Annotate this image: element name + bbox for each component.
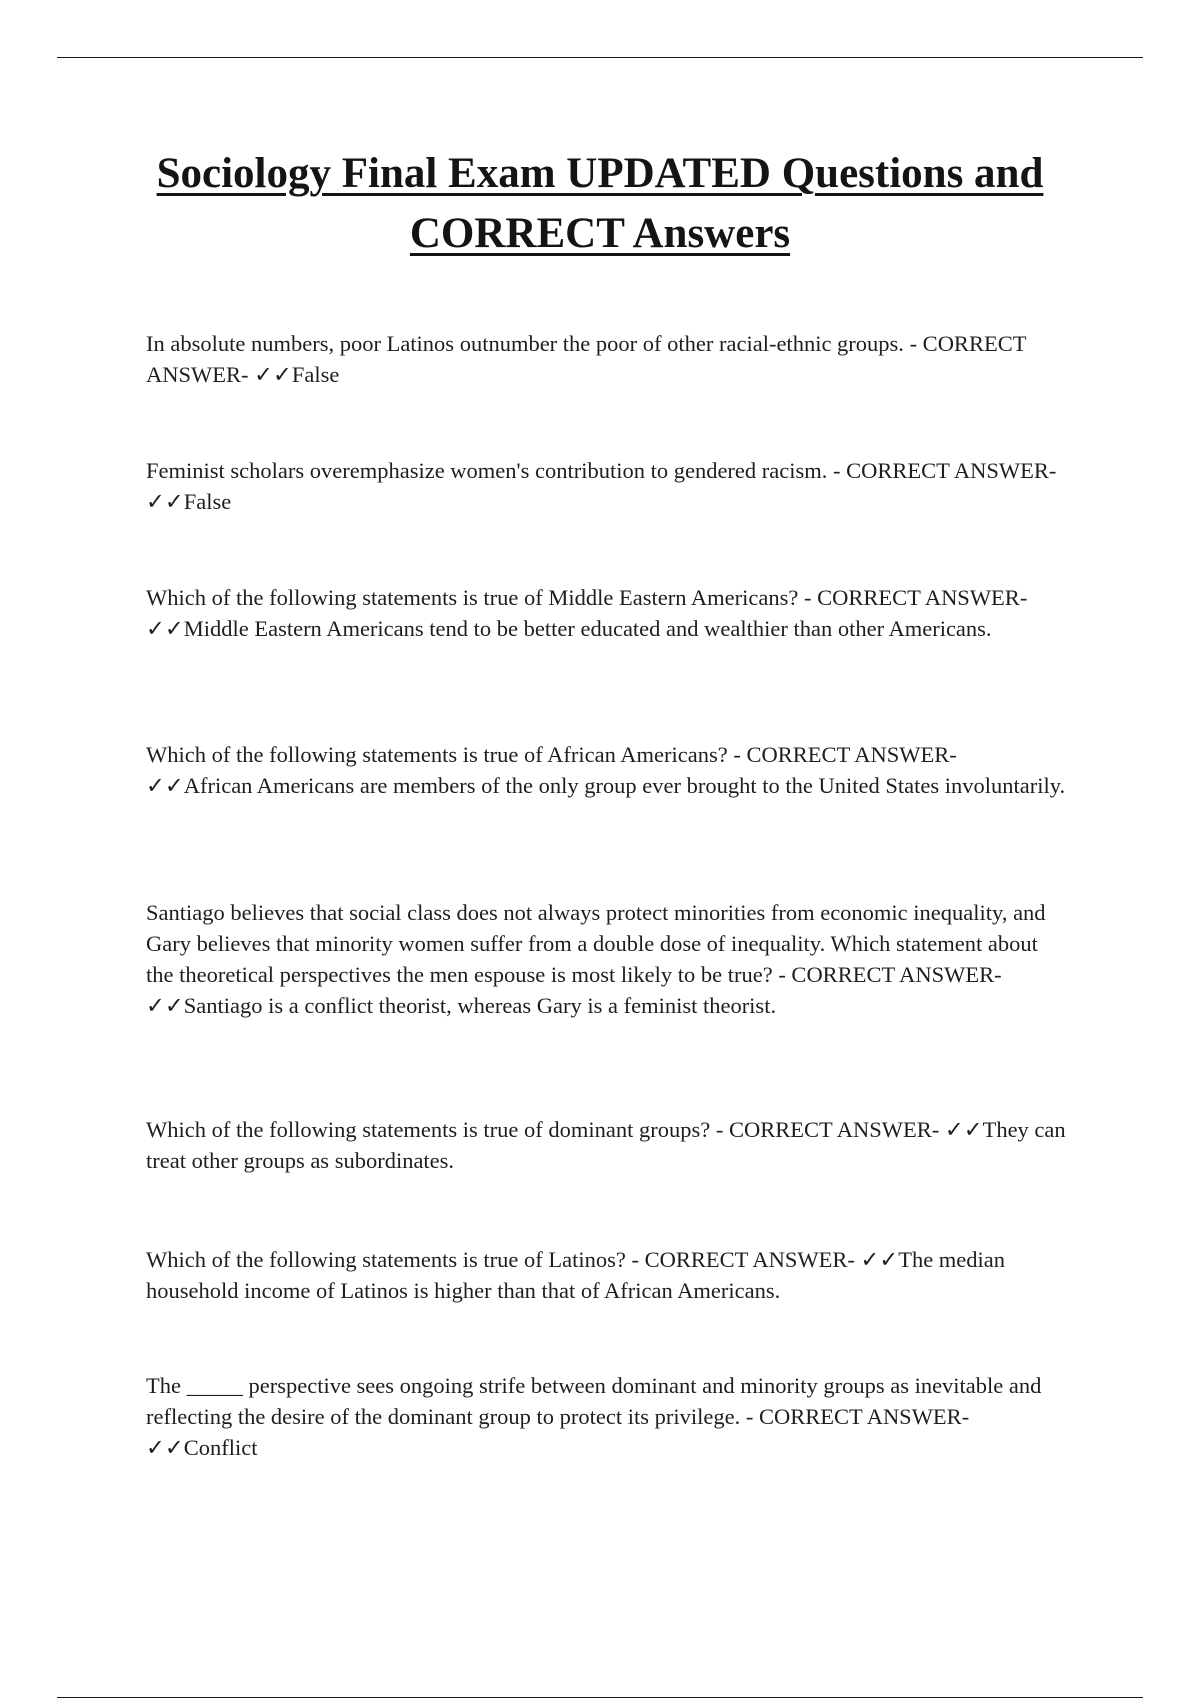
answer-text: African Americans are members of the only group ever brought to the United States involuntarily. [183, 773, 1066, 798]
question-text: Which of the following statements is true of Middle Eastern Americans? [146, 585, 799, 610]
top-rule [57, 57, 1143, 58]
answer-text: The median household income of Latinos is higher than that of African Americans. [146, 1247, 1006, 1303]
qa-item [146, 328, 1066, 390]
answer-marker: - CORRECT ANSWER- ✓✓ [146, 742, 957, 798]
question-text: Santiago believes that social class does not always protect minorities from economic inequality, and Gary believes that minority women suffer from a double dose of inequality. Which statement about the theoretical perspectives the men espouse is most likely to be true? [146, 900, 1046, 987]
answer-text: Middle Eastern Americans tend to be better educated and wealthier than other Americans. [183, 616, 992, 641]
answer-marker: - CORRECT ANSWER- ✓✓ [631, 1247, 899, 1272]
document-title: Sociology Final Exam UPDATED Questions and CORRECT Answers [156, 150, 1044, 257]
bottom-rule [57, 1697, 1143, 1698]
qa-item [146, 1370, 1066, 1463]
question-text: Which of the following statements is true of dominant groups? [146, 1117, 711, 1142]
answer-text: False [291, 362, 340, 387]
answer-text: Conflict [183, 1435, 258, 1460]
qa-item [146, 897, 1066, 1021]
answer-marker: - CORRECT ANSWER- ✓✓ [146, 1404, 970, 1460]
question-text: The _____ perspective sees ongoing strife between dominant and minority groups as inevitable and reflecting the desire of the dominant group to protect its privilege. [146, 1373, 1042, 1429]
question-text: In absolute numbers, poor Latinos outnumber the poor of other racial-ethnic groups. [146, 331, 904, 356]
answer-marker: - CORRECT ANSWER- ✓✓ [146, 458, 1057, 514]
answer-marker: - CORRECT ANSWER- ✓✓ [715, 1117, 983, 1142]
answer-text: Santiago is a conflict theorist, whereas Gary is a feminist theorist. [183, 993, 777, 1018]
answer-marker: - CORRECT ANSWER- ✓✓ [146, 962, 1002, 1018]
qa-item [146, 1244, 1066, 1306]
question-text: Which of the following statements is true of Latinos? [146, 1247, 626, 1272]
answer-text: They can treat other groups as subordinates. [146, 1117, 1066, 1173]
qa-item [146, 582, 1066, 644]
question-text: Feminist scholars overemphasize women's contribution to gendered racism. [146, 458, 828, 483]
answer-marker: - CORRECT ANSWER- ✓✓ [146, 331, 1027, 387]
qa-item [146, 1114, 1066, 1176]
qa-item [146, 455, 1066, 517]
answer-marker: - CORRECT ANSWER- ✓✓ [146, 585, 1028, 641]
qa-item [146, 739, 1066, 801]
answer-text: False [183, 489, 232, 514]
question-text: Which of the following statements is true of African Americans? [146, 742, 728, 767]
